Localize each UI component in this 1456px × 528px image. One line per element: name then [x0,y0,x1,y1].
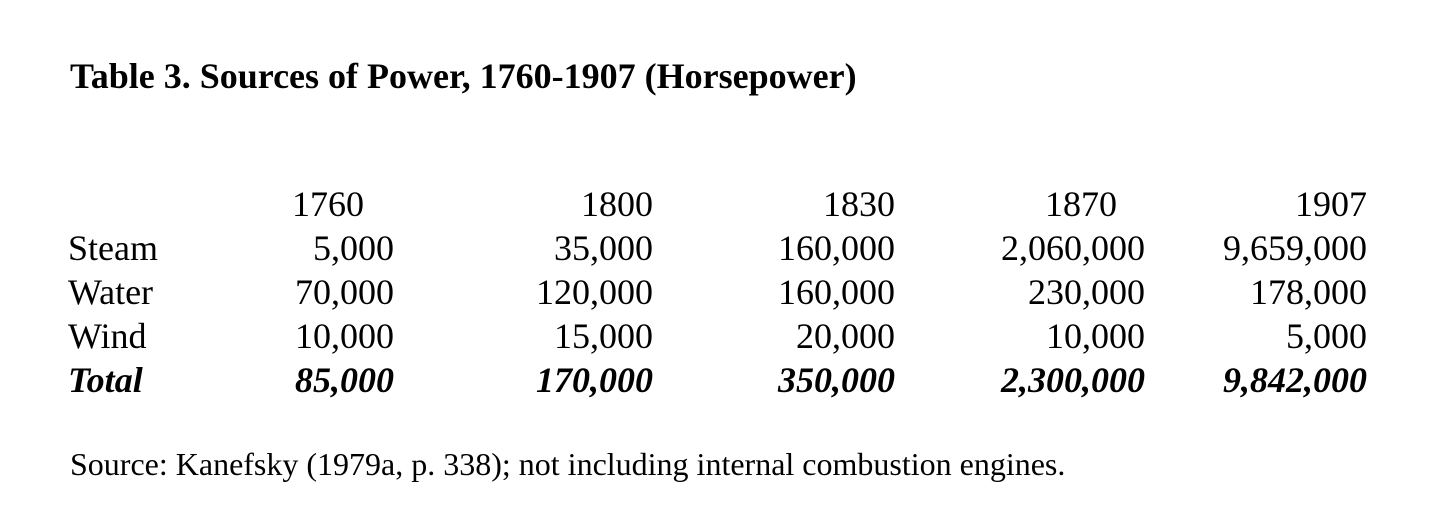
cell-steam-1870: 2,060,000 [1001,228,1145,268]
cell-water-1907: 178,000 [1250,272,1367,312]
year-header-1830: 1830 [823,184,895,224]
row-label-water: Water [68,272,154,312]
cell-total-1907: 9,842,000 [1223,360,1367,400]
year-header-1907: 1907 [1295,184,1367,224]
cell-wind-1800: 15,000 [554,316,653,356]
cell-steam-1830: 160,000 [778,228,895,268]
cell-total-1830: 350,000 [778,360,895,400]
cell-water-1830: 160,000 [778,272,895,312]
year-header-1870: 1870 [1045,184,1117,224]
cell-wind-1907: 5,000 [1286,316,1367,356]
row-label-wind: Wind [68,316,147,356]
cell-wind-1830: 20,000 [796,316,895,356]
power-sources-table [68,182,1367,402]
table-row-total [68,358,1367,402]
header-row [68,182,1367,226]
cell-steam-1907: 9,659,000 [1223,228,1367,268]
cell-wind-1870: 10,000 [1046,316,1145,356]
cell-water-1760: 70,000 [295,272,394,312]
cell-steam-1760: 5,000 [313,228,394,268]
row-label-steam: Steam [68,228,158,268]
cell-total-1870: 2,300,000 [1001,360,1145,400]
table-row-steam [68,226,1367,270]
cell-total-1800: 170,000 [536,360,653,400]
source-note: Source: Kanefsky (1979a, p. 338); not including internal combustion engines. [70,446,1066,482]
cell-water-1870: 230,000 [1028,272,1145,312]
cell-wind-1760: 10,000 [295,316,394,356]
header-blank-cell [68,182,254,226]
table-row-wind [68,314,1367,358]
cell-steam-1800: 35,000 [554,228,653,268]
table-row-water [68,270,1367,314]
year-header-1760: 1760 [292,184,364,224]
table-title: Table 3. Sources of Power, 1760-1907 (Horsepower) [70,56,857,96]
row-label-total: Total [68,360,143,400]
cell-water-1800: 120,000 [536,272,653,312]
year-header-1800: 1800 [581,184,653,224]
cell-total-1760: 85,000 [295,360,394,400]
